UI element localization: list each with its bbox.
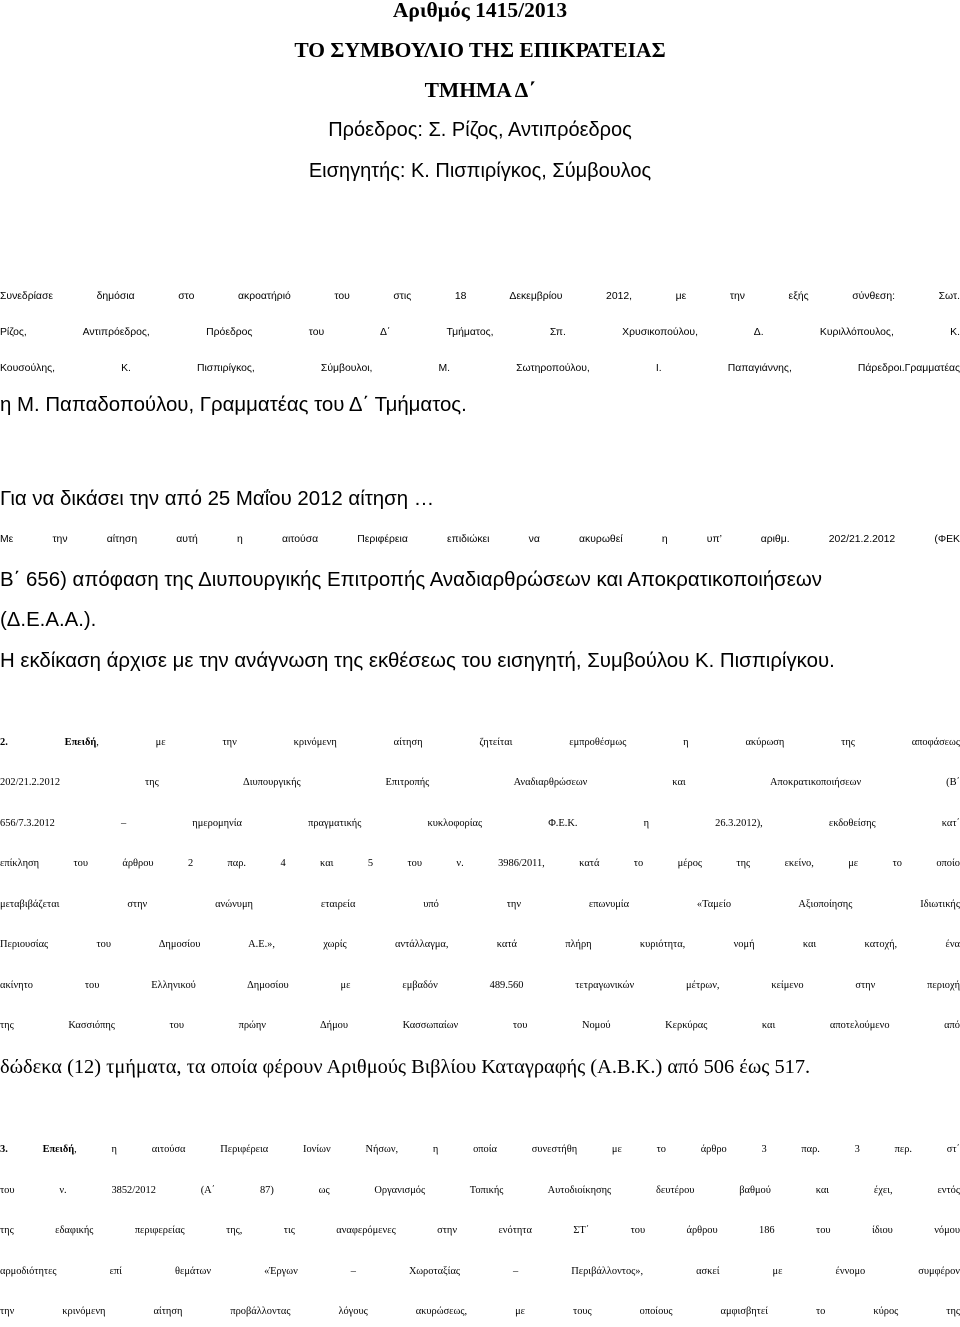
paragraph-2-first-line (0, 729, 960, 757)
decision-number: Αριθμός 1415/2013 (392, 0, 568, 22)
paragraph-2-line: 656/7.3.2012 – ημερομηνία πραγματικής κυκλοφορίας Φ.Ε.Κ. η 26.3.2012), εκδοθείσης κατ΄ (0, 818, 960, 829)
application-line: Με την αίτηση αυτή η αιτούσα Περιφέρεια επιδιώκει να ακυρωθεί η υπ’ αριθμ. 202/21.2.2012 (ΦΕΚ (0, 534, 960, 545)
rapporteur-line: Εισηγητής: Κ. Πισπιρίγκος, Σύμβουλος (308, 160, 652, 182)
application-line: Η εκδίκαση άρχισε με την ανάγνωση της εκθέσεως του εισηγητή, Συμβούλου Κ. Πισπιρίγκου. (0, 650, 835, 672)
section-name: ΤΜΗΜΑ Δ΄ (424, 78, 536, 102)
composition-line: Ρίζος, Αντιπρόεδρος, Πρόεδρος του Δ΄ Τμήματος, Σπ. Χρυσικοπούλου, Δ. Κυριλλόπουλος, Κ. (0, 327, 960, 338)
application-line: Β΄ 656) απόφαση της Διυπουργικής Επιτροπής Αναδιαρθρώσεων και Αποκρατικοποιήσεων (0, 569, 822, 591)
paragraph-2-line: Περιουσίας του Δημοσίου Α.Ε.», χωρίς αντάλλαγμα, κατά πλήρη κυριότητα, νομή και κατοχή, ένα (0, 939, 960, 950)
paragraph-2-line: μεταβιβάζεται στην ανώνυμη εταιρεία υπό την επωνυμία «Ταμείο Αξιοποίησης Ιδιωτικής (0, 899, 960, 910)
paragraph-3-first-line (0, 1136, 960, 1164)
paragraph-2-keyword: Επειδή (64, 737, 97, 748)
paragraph-2-line: της Κασσιόπης του πρώην Δήμου Κασσωπαίων του Νομού Κερκύρας και αποτελούμενο από (0, 1020, 960, 1031)
paragraph-3-line: την κρινόμενη αίτηση προβάλλοντας λόγους ακυρώσεως, με τους οποίους αμφισβητεί το κύρος της (0, 1306, 960, 1317)
composition-line: Συνεδρίασε δημόσια στο ακροατήριό του στις 18 Δεκεμβρίου 2012, με την εξής σύνθεση: Σωτ. (0, 291, 960, 302)
application-line: Για να δικάσει την από 25 Μαΐου 2012 αίτηση … (0, 488, 435, 510)
paragraph-2-number: 2. (0, 737, 8, 748)
court-name: ΤΟ ΣΥΜΒΟΥΛΙΟ ΤΗΣ ΕΠΙΚΡΑΤΕΙΑΣ (294, 38, 666, 62)
paragraph-3-first-line-rest: , η αιτούσα Περιφέρεια Ιονίων Νήσων, η οποία συνεστήθη με το άρθρο 3 παρ. 3 περ. στ΄ (74, 1144, 960, 1155)
paragraph-2-line: 202/21.2.2012 της Διυπουργικής Επιτροπής Αναδιαρθρώσεων και Αποκρατικοποιήσεων (Β΄ (0, 777, 960, 788)
paragraph-2-line: ακίνητο του Ελληνικού Δημοσίου με εμβαδόν 489.560 τετραγωνικών μέτρων, κείμενο στην περιοχή (0, 980, 960, 991)
paragraph-3-number: 3. (0, 1144, 8, 1155)
application-line: (Δ.Ε.Α.Α.). (0, 609, 97, 631)
paragraph-3-line: αρμοδιότητες επί θεμάτων «Έργων – Χωροταξίας – Περιβάλλοντος», ασκεί με έννομο συμφέρον (0, 1266, 960, 1277)
paragraph-2-last-line: δώδεκα (12) τμήματα, τα οποία φέρουν Αριθμούς Βιβλίου Καταγραφής (Α.Β.Κ.) από 506 έως 517. (0, 1056, 811, 1078)
paragraph-3-line: του ν. 3852/2012 (Α΄ 87) ως Οργανισμός Τοπικής Αυτοδιοίκησης δευτέρου βαθμού και έχει, εντός (0, 1185, 960, 1196)
composition-line: η Μ. Παπαδοπούλου, Γραμματέας του Δ΄ Τμήματος. (0, 394, 467, 416)
paragraph-3-line: της εδαφικής περιφερείας της, τις αναφερόμενες στην ενότητα ΣΤ΄ του άρθρου 186 του ίδιου νόμου (0, 1225, 960, 1236)
paragraph-3-keyword: Επειδή (42, 1144, 75, 1155)
president-line: Πρόεδρος: Σ. Ρίζος, Αντιπρόεδρος (328, 119, 632, 141)
paragraph-2-first-line-rest: , με την κρινόμενη αίτηση ζητείται εμπροθέσμως η ακύρωση της αποφάσεως (96, 737, 960, 748)
paragraph-2-line: επίκληση του άρθρου 2 παρ. 4 και 5 του ν. 3986/2011, κατά το μέρος της εκείνο, με το οποίο (0, 858, 960, 869)
composition-line: Κουσούλης, Κ. Πισπιρίγκος, Σύμβουλοι, Μ. Σωτηροπούλου, Ι. Παπαγιάννης, Πάρεδροι.Γραμματέας (0, 363, 960, 374)
